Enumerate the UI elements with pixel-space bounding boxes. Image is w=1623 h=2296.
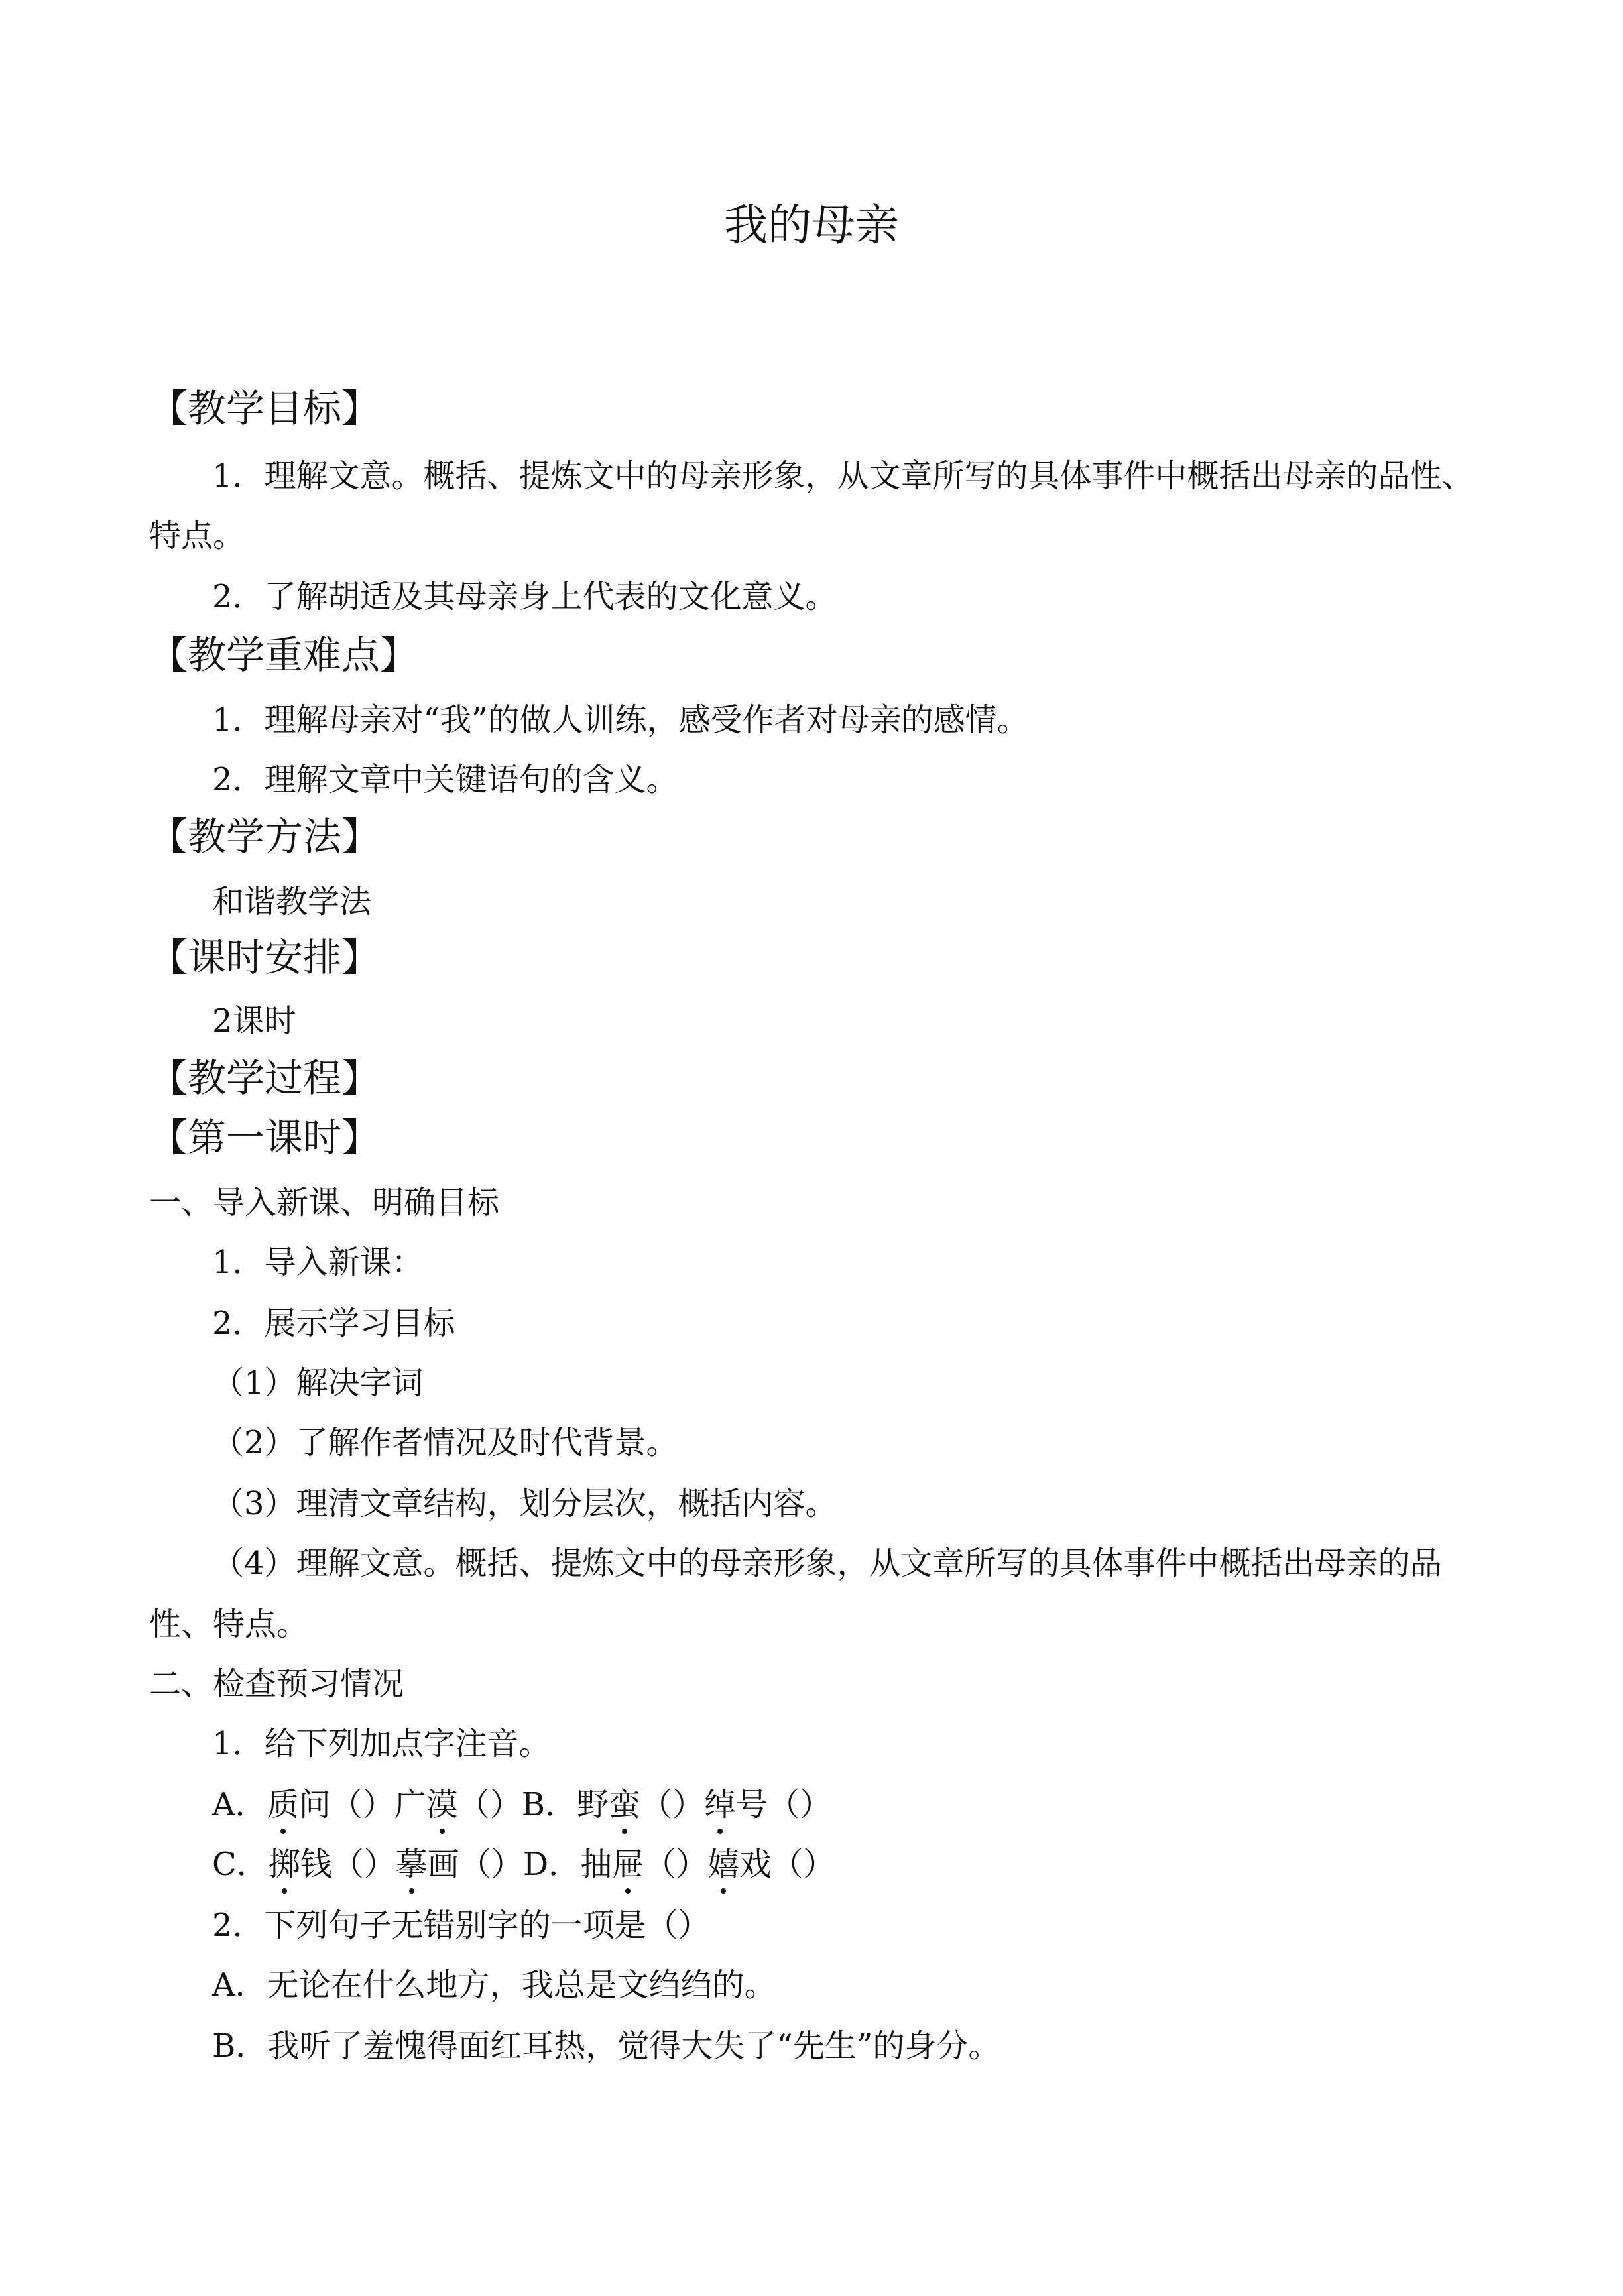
option-b-label: B．野 bbox=[521, 1786, 609, 1823]
section-1-item-1: 1．导入新课： bbox=[212, 1244, 424, 1281]
section-1-sub-4-continued: 性、特点。 bbox=[149, 1606, 309, 1643]
option-text: （） bbox=[457, 1786, 522, 1823]
question-1-options-a-b bbox=[212, 1785, 831, 1825]
option-text: 画（） bbox=[427, 1846, 523, 1883]
section-1-sub-3: （3）理清文章结构，划分层次，概括内容。 bbox=[212, 1485, 837, 1522]
option-text: 号（） bbox=[736, 1786, 832, 1823]
dotted-char: 嬉 bbox=[707, 1846, 740, 1883]
question-2-option-a: A．无论在什么地方，我总是文绉绉的。 bbox=[212, 1966, 776, 2004]
key-point-item-2: 2．理解文章中关键语句的含义。 bbox=[212, 761, 678, 798]
section-1-sub-2: （2）了解作者情况及时代背景。 bbox=[212, 1424, 678, 1461]
schedule-text: 2课时 bbox=[212, 1002, 296, 1040]
process-heading: 【教学过程】 bbox=[149, 1056, 381, 1101]
objectives-heading: 【教学目标】 bbox=[149, 386, 381, 431]
option-c-label: C． bbox=[212, 1846, 269, 1883]
key-point-item-1: 1．理解母亲对“我”的做人训练，感受作者对母亲的感情。 bbox=[212, 701, 1029, 739]
dotted-char: 蛮 bbox=[609, 1786, 641, 1823]
objective-item-1-continued: 特点。 bbox=[149, 517, 245, 554]
question-2-option-b: B．我听了羞愧得面红耳热，觉得大失了“先生”的身分。 bbox=[212, 2027, 1000, 2065]
methods-text: 和谐教学法 bbox=[212, 883, 372, 920]
lesson-heading: 【第一课时】 bbox=[149, 1115, 381, 1160]
methods-heading: 【教学方法】 bbox=[149, 814, 381, 859]
option-text: 钱（） bbox=[300, 1846, 396, 1883]
question-1-options-c-d bbox=[212, 1844, 835, 1884]
section-1-sub-4: （4）理解文意。概括、提炼文中的母亲形象，从文章所写的具体事件中概括出母亲的品 bbox=[212, 1545, 1442, 1582]
dotted-char: 绰 bbox=[704, 1786, 737, 1823]
dotted-char: 漠 bbox=[426, 1786, 458, 1823]
question-1: 1．给下列加点字注音。 bbox=[212, 1725, 551, 1762]
option-text: 问（）广 bbox=[298, 1786, 426, 1823]
schedule-heading: 【课时安排】 bbox=[149, 935, 381, 980]
dotted-char: 摹 bbox=[395, 1846, 428, 1883]
option-text: 戏（） bbox=[739, 1846, 835, 1883]
option-text: （） bbox=[644, 1846, 708, 1883]
key-points-heading: 【教学重难点】 bbox=[149, 633, 419, 678]
dotted-char: 掷 bbox=[268, 1846, 300, 1883]
objective-item-1: 1．理解文意。概括、提炼文中的母亲形象，从文章所写的具体事件中概括出母亲的品性、 bbox=[212, 457, 1474, 495]
page-title: 我的母亲 bbox=[724, 200, 899, 251]
section-1-item-2: 2．展示学习目标 bbox=[212, 1305, 455, 1342]
section-1-title: 一、导入新课、明确目标 bbox=[149, 1184, 500, 1221]
question-2: 2．下列句子无错别字的一项是（） bbox=[212, 1907, 710, 1944]
option-d-label: D．抽 bbox=[522, 1846, 613, 1883]
dotted-char: 屉 bbox=[612, 1846, 644, 1883]
option-a-label: A． bbox=[212, 1786, 267, 1823]
section-2-title: 二、检查预习情况 bbox=[149, 1665, 404, 1703]
dotted-char: 质 bbox=[267, 1786, 299, 1823]
option-text: （） bbox=[640, 1786, 705, 1823]
section-1-sub-1: （1）解决字词 bbox=[212, 1364, 424, 1402]
objective-item-2: 2．了解胡适及其母亲身上代表的文化意义。 bbox=[212, 578, 837, 615]
